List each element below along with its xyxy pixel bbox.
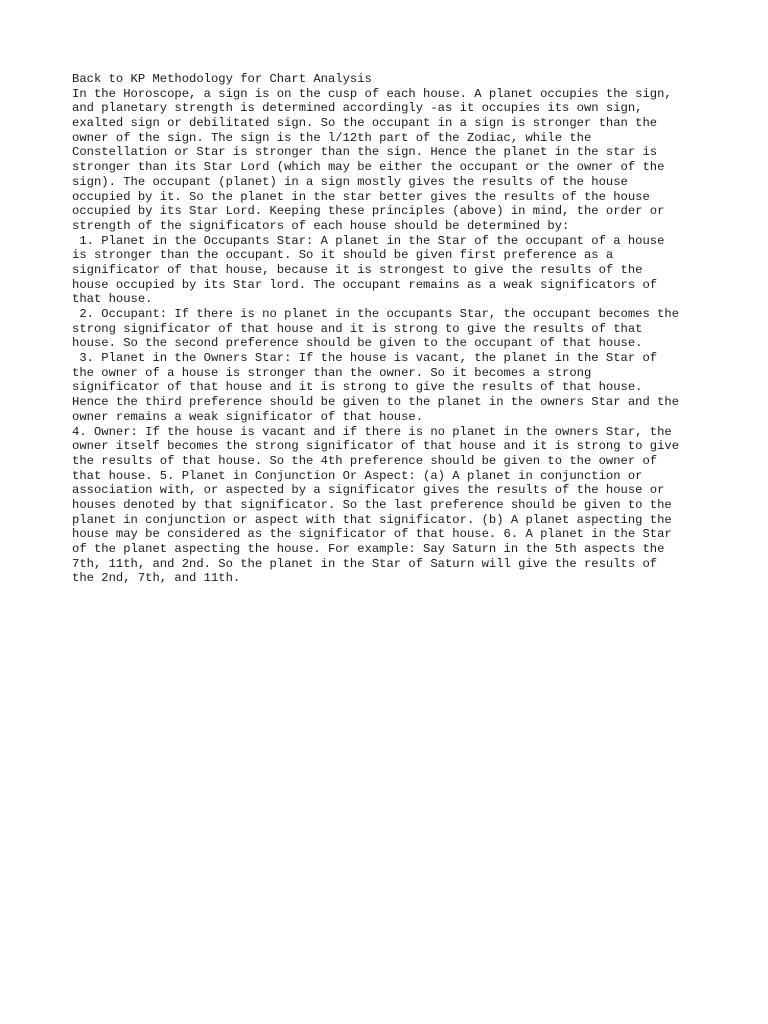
list-item-1: 1. Planet in the Occupants Star: A planet in the Star of the occupant of a house [72,233,665,248]
text-line: significator of that house, because it is strongest to give the results of the [72,262,643,277]
list-item-3: 3. Planet in the Owners Star: If the house is vacant, the planet in the Star of [72,351,658,366]
text-line: the 2nd, 7th, and 11th. [72,571,241,586]
text-line: Constellation or Star is stronger than the sign. Hence the planet in the star is [72,145,658,160]
text-line: and planetary strength is determined accordingly -as it occupies its own sign, [72,101,643,116]
text-line: strength of the significators of each house should be determined by: [72,218,570,233]
text-line: is stronger than the occupant. So it should be given first preference as a [72,248,614,263]
text-line: In the Horoscope, a sign is on the cusp of each house. A planet occupies the sign, [72,86,672,101]
document-page [72,72,712,586]
list-item-4: 4. Owner: If the house is vacant and if there is no planet in the owners Star, the [72,424,672,439]
text-line: owner itself becomes the strong significator of that house and it is strong to give [72,439,680,454]
text-line: planet in conjunction or aspect with that significator. (b) A planet aspecting the [72,512,672,527]
text-line: of the planet aspecting the house. For example: Say Saturn in the 5th aspects the [72,542,665,556]
text-line: owner remains a weak significator of that house. [72,409,424,424]
text-line: the results of that house. So the 4th preference should be given to the owner of [72,453,658,468]
text-line: occupied by its Star Lord. Keeping these principles (above) in mind, the order or [72,204,665,219]
text-line: that house. [72,292,153,307]
text-line: association with, or aspected by a significator gives the results of the house or [72,483,665,498]
text-line: house may be considered as the significator of that house. 6. A planet in the Star [72,527,672,542]
text-line: houses denoted by that significator. So the last preference should be given to the [72,497,672,512]
text-line: owner of the sign. The sign is the l/12th part of the Zodiac, while the [72,130,592,145]
text-line: house occupied by its Star lord. The occupant remains as a weak significators of [72,277,658,292]
text-line: that house. 5. Planet in Conjunction Or Aspect: (a) A planet in conjunction or [72,468,643,483]
text-line: house. So the second preference should be given to the occupant of that house. [72,336,643,351]
list-item-2: 2. Occupant: If there is no planet in the occupants Star, the occupant becomes the [72,307,680,321]
text-line: strong significator of that house and it is strong to give the results of that [72,321,643,336]
text-line: 7th, 11th, and 2nd. So the planet in the Star of Saturn will give the results of [72,556,658,571]
text-line: the owner of a house is stronger than the owner. So it becomes a strong [72,365,592,380]
text-line: Hence the third preference should be given to the planet in the owners Star and the [72,395,680,410]
text-line: significator of that house and it is strong to give the results of that house. [72,380,643,395]
text-line: occupied by it. So the planet in the star better gives the results of the house [72,189,650,204]
text-line: stronger than its Star Lord (which may be either the occupant or the owner of the [72,160,665,175]
document-title: Back to KP Methodology for Chart Analysis [72,72,372,86]
text-line: sign). The occupant (planet) in a sign mostly gives the results of the house [72,174,628,189]
text-line: exalted sign or debilitated sign. So the occupant in a sign is stronger than the [72,116,658,131]
